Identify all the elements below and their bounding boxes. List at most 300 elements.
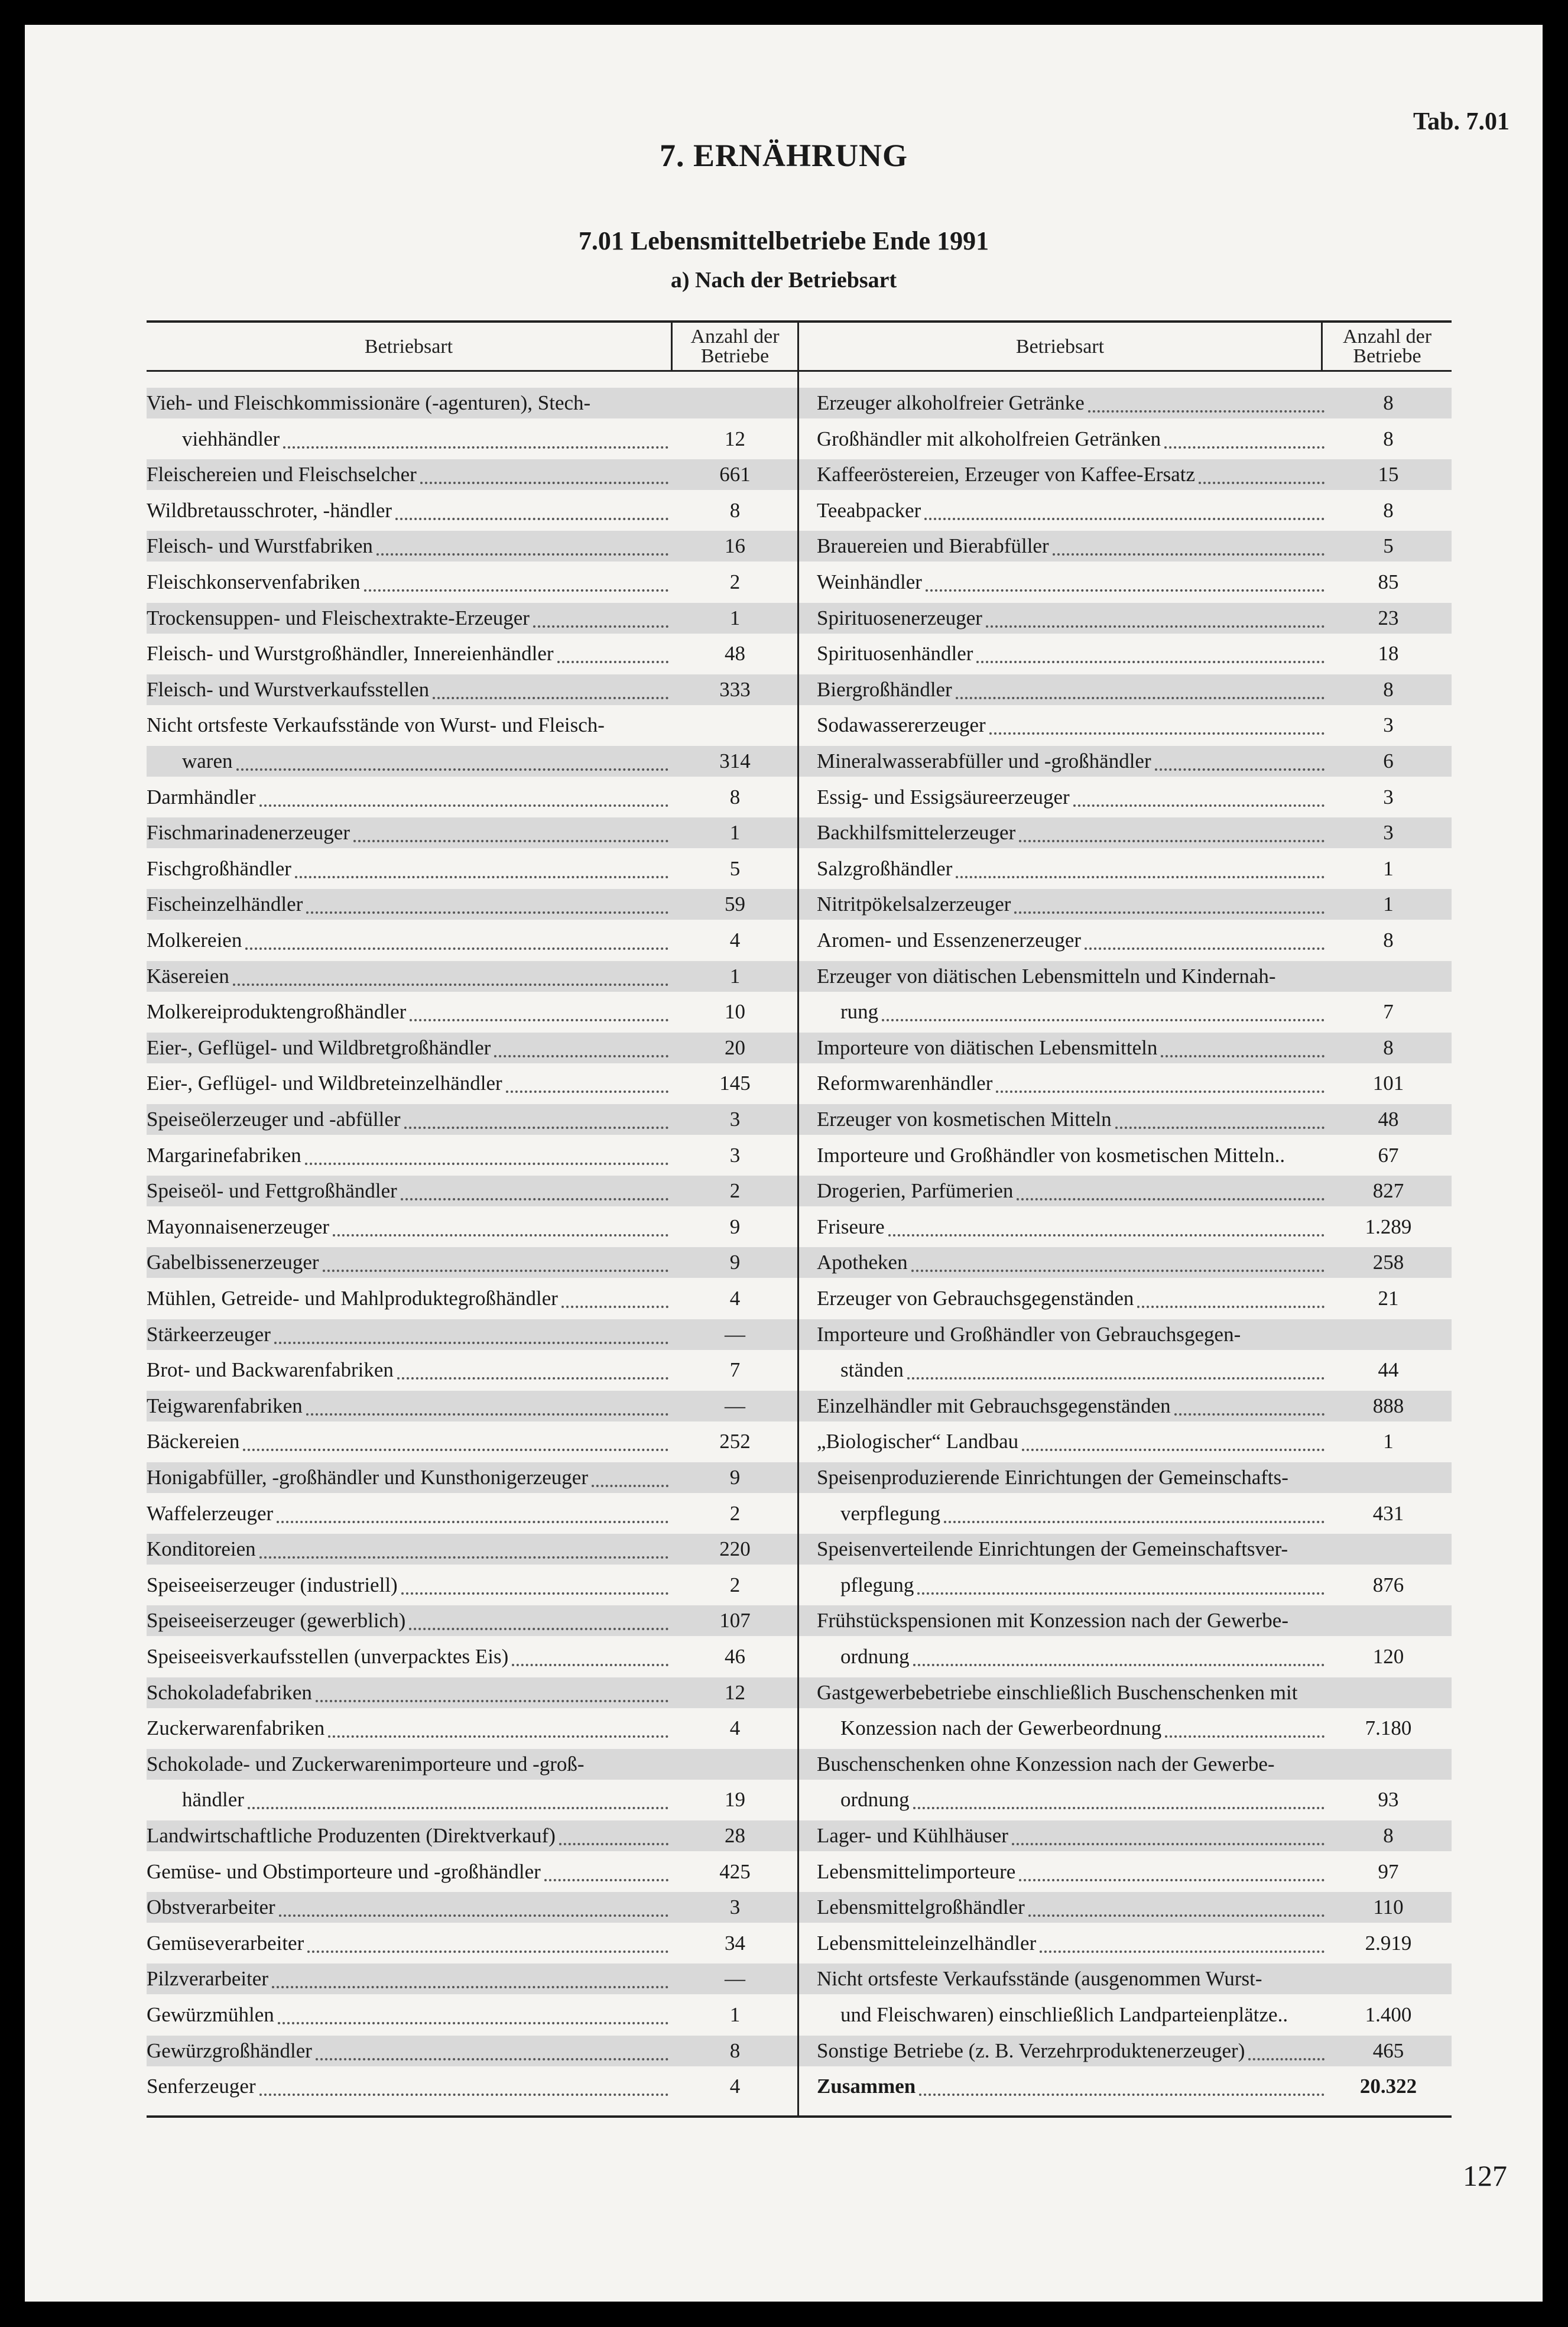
row-label-text: Importeure und Großhändler von kosmetischen Mitteln.. [817,1143,1285,1167]
table-row [147,853,797,884]
table-row [147,1104,797,1135]
row-label [817,925,1327,956]
table-row [799,567,1452,598]
row-count: 252 [719,1430,751,1453]
leader-dots [544,1857,668,1881]
row-label [840,1570,1327,1601]
leader-dots [1022,1426,1324,1451]
column-header-type-left: Betriebsart [364,335,453,358]
row-label-text: Fleischereien und Fleischselcher [147,463,417,486]
row-label-text: Speiseeiserzeuger (gewerblich) [147,1609,406,1633]
row-label [147,997,671,1027]
row-label [147,1462,671,1493]
row-label-text: pflegung [840,1573,914,1596]
leader-dots [1137,1283,1324,1308]
row-count: 8 [1383,1036,1394,1059]
row-count: 431 [1372,1501,1404,1525]
row-count: 8 [729,2039,741,2062]
table-row [147,782,797,813]
row-label [817,674,1327,705]
row-count: 220 [719,1537,751,1561]
table-row [799,1247,1452,1278]
table-row [799,1068,1452,1099]
row-label [817,1963,1327,1994]
table-row [799,638,1452,669]
row-count: 7 [1383,1000,1394,1024]
row-label [817,1319,1327,1350]
row-label [817,1140,1327,1171]
table-row [147,1319,797,1350]
row-label [147,1963,671,1994]
row-count: 8 [729,498,741,522]
table-row [147,1605,797,1636]
page-number: 127 [1463,2159,1507,2192]
row-label-text: Sonstige Betriebe (z. B. Verzehrproduktenerzeuger) [817,2039,1245,2062]
table-row [147,1176,797,1206]
row-label [840,997,1327,1027]
leader-dots [433,674,668,699]
row-label-text: Nicht ortsfeste Verkaufsstände von Wurst- und Fleisch- [147,713,605,737]
row-label [817,1176,1327,1206]
row-count: 97 [1378,1859,1399,1883]
row-count: 1 [1383,892,1394,916]
table-row [147,746,797,777]
row-count: 48 [725,642,745,666]
row-count: 20.322 [1359,2075,1417,2098]
row-count: 28 [725,1824,745,1847]
row-count: 333 [719,677,751,701]
row-label-text: Apotheken [817,1251,908,1274]
row-count: 8 [1383,677,1394,701]
row-label-text: rung [840,1000,879,1024]
row-count: 23 [1378,606,1399,629]
leader-dots [333,1212,668,1236]
row-label [147,710,671,741]
row-count: 465 [1372,2039,1404,2062]
table-row [799,1784,1452,1815]
row-label [817,961,1327,992]
leader-dots [996,1068,1324,1093]
table-row [799,1462,1452,1493]
row-label [147,388,671,418]
row-label [817,2071,1327,2102]
leader-dots [911,1247,1324,1272]
row-label [817,782,1327,813]
row-label-text: Großhändler mit alkoholfreien Getränken [817,427,1161,450]
leader-dots [976,638,1324,663]
leader-dots [376,531,668,556]
leader-dots [533,603,668,628]
row-label-text: Käsereien [147,964,229,988]
leader-dots [1155,746,1324,771]
row-count: 1 [729,821,741,845]
leader-dots [913,1784,1324,1809]
row-label [147,1641,671,1672]
row-label [817,1033,1327,1063]
table-title: 7.01 Lebensmittelbetriebe Ende 1991 [578,226,989,255]
row-label-text: Aromen- und Essenzenerzeuger [817,929,1082,952]
table-row [147,459,797,490]
row-label-text: Speiseeisverkaufsstellen (unverpacktes Eis) [147,1645,509,1668]
table-row [799,1426,1452,1457]
row-count: 93 [1378,1788,1399,1812]
row-label [182,746,671,777]
row-count: 5 [729,856,741,880]
row-count: 18 [1378,642,1399,666]
table-row [799,459,1452,490]
row-label-text: Landwirtschaftliche Produzenten (Direktverkauf) [147,1824,556,1847]
table-row [799,388,1452,418]
row-label-text: Buschenschenken ohne Konzession nach der Gewerbe- [817,1752,1275,1776]
leader-dots [1174,1391,1324,1416]
leader-dots [986,603,1324,628]
row-label-text: Teigwarenfabriken [147,1394,303,1417]
row-label [840,1355,1327,1385]
row-label-text: Fischmarinadenerzeuger [147,821,350,845]
row-count: — [725,1394,745,1417]
row-count: 8 [1383,391,1394,414]
table-row [147,531,797,562]
row-count: 6 [1383,749,1394,773]
table-row [147,1426,797,1457]
row-label-text: Obstverarbeiter [147,1896,275,1919]
row-count [1325,1534,1452,1565]
leader-dots [956,853,1324,878]
row-count: 67 [1378,1143,1399,1167]
row-count: 3 [1383,713,1394,737]
row-label-text: „Biologischer“ Landbau [817,1430,1019,1453]
leader-dots [233,961,668,986]
leader-dots [926,567,1324,592]
row-label-text: Gabelbissenerzeuger [147,1251,319,1274]
table-row [799,2000,1452,2030]
row-count: 425 [719,1859,751,1883]
leader-dots [323,1247,668,1272]
row-label-text: ordnung [840,1645,910,1668]
document-page [25,25,1543,2302]
row-label [182,424,671,455]
table-row [799,674,1452,705]
row-label-text: Erzeuger von kosmetischen Mitteln [817,1108,1112,1131]
table-row [147,1963,797,1994]
row-count: 20 [725,1036,745,1059]
table-row [799,1033,1452,1063]
row-label [147,531,671,562]
leader-dots [1085,925,1324,950]
leader-dots [306,1391,668,1416]
table-row [147,1820,797,1851]
table-subtitle: a) Nach der Betriebsart [670,268,897,293]
table-row [147,817,797,848]
table-row [799,1892,1452,1923]
row-label-text: Schokolade- und Zuckerwarenimporteure und -groß- [147,1752,585,1776]
row-count [673,710,797,741]
leader-dots [1040,1928,1324,1953]
leader-dots [494,1033,668,1057]
row-count: 8 [1383,929,1394,952]
row-label-text: Frühstückspensionen mit Konzession nach der Gewerbe- [817,1609,1288,1633]
count-header-line2: Betriebe [700,345,770,367]
row-label [147,1498,671,1529]
table-row [147,2071,797,2102]
row-label [840,1784,1327,1815]
row-label-text: Salzgroßhändler [817,856,953,880]
row-label-text: Speisenverteilende Einrichtungen der Gemeinschaftsver- [817,1537,1288,1561]
table-row [147,1212,797,1242]
row-label-text: Wildbretausschroter, -händler [147,498,392,522]
row-count: 7 [729,1358,741,1382]
row-label-text: Mayonnaisenerzeuger [147,1215,330,1238]
row-count: 9 [729,1466,741,1489]
row-count [1325,1462,1452,1493]
table-row [799,1534,1452,1565]
row-count: 85 [1378,570,1399,593]
column-header-type-right: Betriebsart [1015,335,1105,358]
leader-dots [328,1713,668,1738]
row-label [147,1713,671,1744]
row-count: 1 [1383,856,1394,880]
row-count: 3 [1383,785,1394,809]
row-count: 10 [725,1000,745,1024]
row-label [147,1570,671,1601]
leader-dots [243,1426,668,1451]
row-label [817,853,1327,884]
row-label [147,782,671,813]
leader-dots [1073,782,1324,807]
leader-dots [401,1176,668,1200]
row-count: 2 [729,570,741,593]
row-label-text: Gastgewerbebetriebe einschließlich Buschenschenken mit [817,1680,1298,1704]
table-row [799,495,1452,526]
table-row [147,1355,797,1385]
leader-dots [1248,2036,1324,2060]
table-row [147,388,797,418]
row-label [817,1677,1327,1708]
row-count: 8 [1383,427,1394,450]
row-count: 4 [729,1716,741,1740]
row-count: 8 [1383,498,1394,522]
leader-dots [277,1498,668,1523]
row-label [817,746,1327,777]
row-label [817,567,1327,598]
table-row [799,2036,1452,2066]
table-row [799,1391,1452,1421]
row-count: 5 [1383,534,1394,558]
row-label-text: Stärkeerzeuger [147,1322,271,1346]
table-row [147,567,797,598]
row-label-text: Importeure von diätischen Lebensmitteln [817,1036,1158,1059]
row-count: 1.289 [1365,1215,1412,1238]
row-label-text: Biergroßhändler [817,677,952,701]
row-count: 2 [729,1501,741,1525]
leader-dots [944,1498,1324,1523]
table-row [147,1749,797,1780]
row-label-text: Waffelerzeuger [147,1501,274,1525]
leader-dots [956,674,1324,699]
table-row [799,1749,1452,1780]
row-count: 8 [729,785,741,809]
row-label [147,1892,671,1923]
leader-dots [397,1355,668,1380]
leader-dots [882,997,1324,1021]
row-label [817,2036,1327,2066]
row-count [1325,1319,1452,1350]
row-label [147,2036,671,2066]
row-count: 120 [1372,1645,1404,1668]
row-label [817,1068,1327,1099]
row-count [1325,961,1452,992]
table-row [799,782,1452,813]
row-count: 827 [1372,1179,1404,1203]
row-count: 876 [1372,1573,1404,1596]
row-count: 9 [729,1251,741,1274]
row-label-text: Fischgroßhändler [147,856,291,880]
row-label-text: Friseure [817,1215,885,1238]
row-label [147,1534,671,1565]
table-row [147,710,797,741]
table-row [147,674,797,705]
leader-dots [888,1212,1324,1236]
row-label-text: Pilzverarbeiter [147,1967,269,1991]
leader-dots [295,853,668,878]
row-count: 12 [725,427,745,450]
row-count: 258 [1372,1251,1404,1274]
table-row [799,603,1452,634]
row-label-text: Mühlen, Getreide- und Mahlproduktegroßhändler [147,1287,558,1310]
leader-dots [409,1605,668,1630]
row-label-text: Erzeuger alkoholfreier Getränke [817,391,1085,414]
row-label [147,1247,671,1278]
row-label [817,1104,1327,1135]
leader-dots [1053,531,1324,556]
row-count: 3 [729,1108,741,1131]
row-label [817,1857,1327,1887]
row-label-text: Speiseeiserzeuger (industriell) [147,1573,398,1596]
leader-dots [1115,1104,1324,1129]
row-count: 1 [1383,1430,1394,1453]
table-row [147,1498,797,1529]
leader-dots [917,1570,1324,1595]
table-row [147,1641,797,1672]
row-count: 44 [1378,1358,1399,1382]
row-label [147,1426,671,1457]
row-count: 4 [729,1287,741,1310]
row-label-text: Lager- und Kühlhäuser [817,1824,1008,1847]
row-label-text: Erzeuger von Gebrauchsgegenständen [817,1287,1134,1310]
row-label-text: Gemüseverarbeiter [147,1931,304,1955]
leader-dots [401,1570,668,1595]
table-row [799,1570,1452,1601]
row-label [817,1928,1327,1959]
leader-dots [1165,1713,1324,1738]
row-count: 145 [719,1072,751,1095]
table-row [799,710,1452,741]
table-row [799,531,1452,562]
row-label [147,1104,671,1135]
table-row [147,1857,797,1887]
table-row [147,1033,797,1063]
row-label-text: Molkereiproduktengroßhändler [147,1000,407,1024]
table-row [799,1176,1452,1206]
table-row [147,1391,797,1421]
row-count: 59 [725,892,745,916]
row-count: 2 [729,1573,741,1596]
table-row [147,1534,797,1565]
row-label-text: Fleischkonservenfabriken [147,570,361,593]
leader-dots [306,889,668,914]
leader-dots [395,495,668,520]
row-label [147,495,671,526]
table-row [799,1928,1452,1959]
count-header-line2: Betriebe [1353,345,1421,367]
row-label [817,1462,1327,1493]
row-count: 12 [725,1680,745,1704]
leader-dots [907,1355,1324,1380]
row-label [147,961,671,992]
row-count: 661 [719,463,751,486]
row-label-text: Gewürzmühlen [147,2003,274,2026]
row-label-text: Fleisch- und Wurstverkaufsstellen [147,677,430,701]
row-label-text: Backhilfsmittelerzeuger [817,821,1016,845]
row-label [817,531,1327,562]
row-label-text: Gewürzgroßhändler [147,2039,312,2062]
table-row [799,853,1452,884]
leader-dots [353,817,668,842]
row-label [147,1140,671,1171]
leader-dots [1028,1892,1324,1917]
row-label [147,1391,671,1421]
row-count: 3 [729,1896,741,1919]
row-label-text: Konzession nach der Gewerbeordnung [840,1716,1162,1740]
row-label-text: Margarinefabriken [147,1143,301,1167]
row-label [817,1426,1327,1457]
row-count: 1 [729,964,741,988]
row-label-text: waren [182,749,233,773]
row-count: 314 [719,749,751,773]
row-count: 7.180 [1365,1716,1412,1740]
row-label [817,889,1327,920]
row-label [147,1033,671,1063]
row-label-text: Trockensuppen- und Fleischextrakte-Erzeuger [147,606,530,629]
row-label [817,603,1327,634]
row-label-text: Lebensmitteleinzelhändler [817,1931,1037,1955]
row-label [840,1641,1327,1672]
leader-dots [420,459,668,484]
leader-dots [278,2000,668,2024]
table-row [799,1104,1452,1135]
row-label [817,710,1327,741]
row-label [840,2000,1327,2030]
row-label-text: Drogerien, Parfümerien [817,1179,1014,1203]
row-label-text: Nicht ortsfeste Verkaufsstände (ausgenommen Wurst- [817,1967,1262,1991]
row-label [147,1319,671,1350]
table-row [147,1677,797,1708]
row-label [147,1928,671,1959]
row-label-text: Schokoladefabriken [147,1680,312,1704]
row-label-text: viehhändler [182,427,280,450]
row-label-text: Brauereien und Bierabfüller [817,534,1049,558]
table-row [799,889,1452,920]
row-count: 110 [1373,1896,1404,1919]
row-label-text: Brot- und Backwarenfabriken [147,1358,394,1382]
leader-dots [316,2036,668,2060]
row-label [817,459,1327,490]
row-label [147,1212,671,1242]
table-row [799,1498,1452,1529]
leader-dots [924,495,1324,520]
row-label [817,1892,1327,1923]
table-row [147,1068,797,1099]
